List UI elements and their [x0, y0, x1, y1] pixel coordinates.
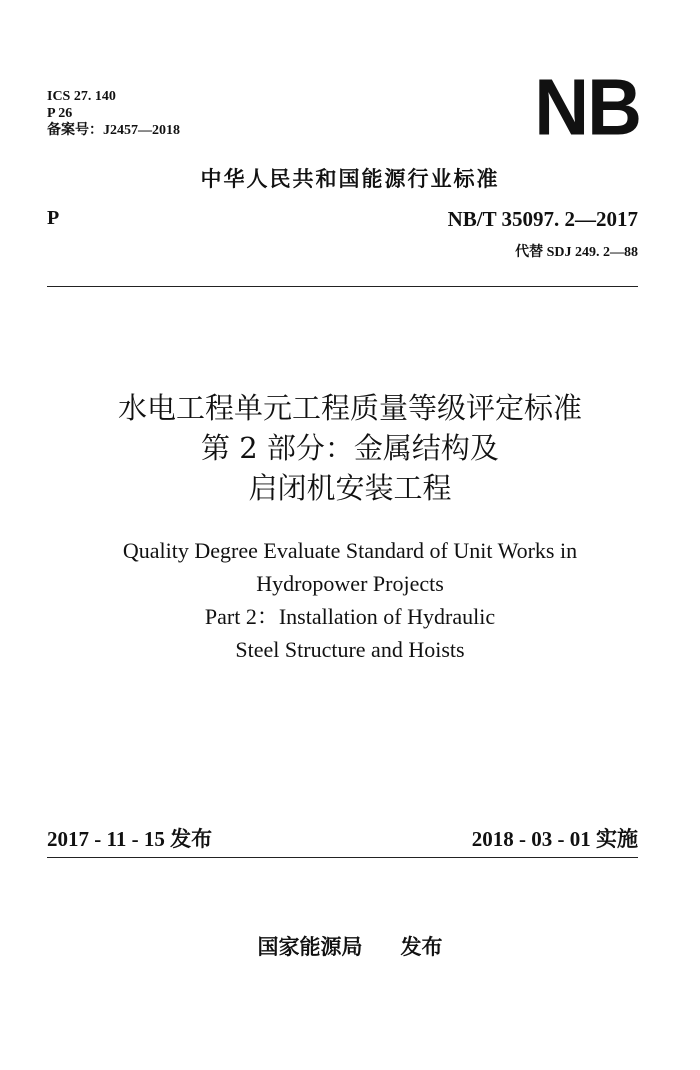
chinese-title	[0, 388, 700, 508]
english-title-line: Hydropower Projects	[256, 571, 444, 596]
filing-number: 备案号：J2457—2018	[47, 123, 180, 138]
publisher-line	[0, 931, 700, 961]
metadata-block	[47, 88, 180, 139]
standard-number: NB/T 35097. 2—2017	[447, 207, 638, 231]
english-title-line: Steel Structure and Hoists	[235, 637, 465, 662]
chinese-title-line: 水电工程单元工程质量等级评定标准	[117, 391, 582, 425]
bottom-divider	[47, 857, 638, 858]
publisher-action: 发布	[400, 935, 443, 959]
issue-date: 2017 - 11 - 15 发布	[47, 827, 213, 851]
ics-code: ICS 27. 140	[47, 89, 116, 104]
chinese-title-line: 第 2 部分：金属结构及	[201, 431, 499, 465]
english-title	[0, 534, 700, 666]
industry-standard-heading: 中华人民共和国能源行业标准	[200, 167, 500, 191]
ccs-code: P 26	[47, 106, 73, 121]
implementation-date: 2018 - 03 - 01 实施	[471, 827, 638, 851]
publisher-name: 国家能源局	[257, 935, 363, 959]
english-title-line: Quality Degree Evaluate Standard of Unit Works in	[122, 538, 578, 563]
english-title-line: Part 2：Installation of Hydraulic	[204, 604, 496, 629]
top-divider	[47, 286, 638, 287]
nb-logo: NB	[534, 62, 640, 153]
classification-code: P	[47, 207, 60, 229]
replaces-standard: 代替 SDJ 249. 2—88	[515, 245, 638, 260]
chinese-title-line: 启闭机安装工程	[248, 471, 452, 505]
